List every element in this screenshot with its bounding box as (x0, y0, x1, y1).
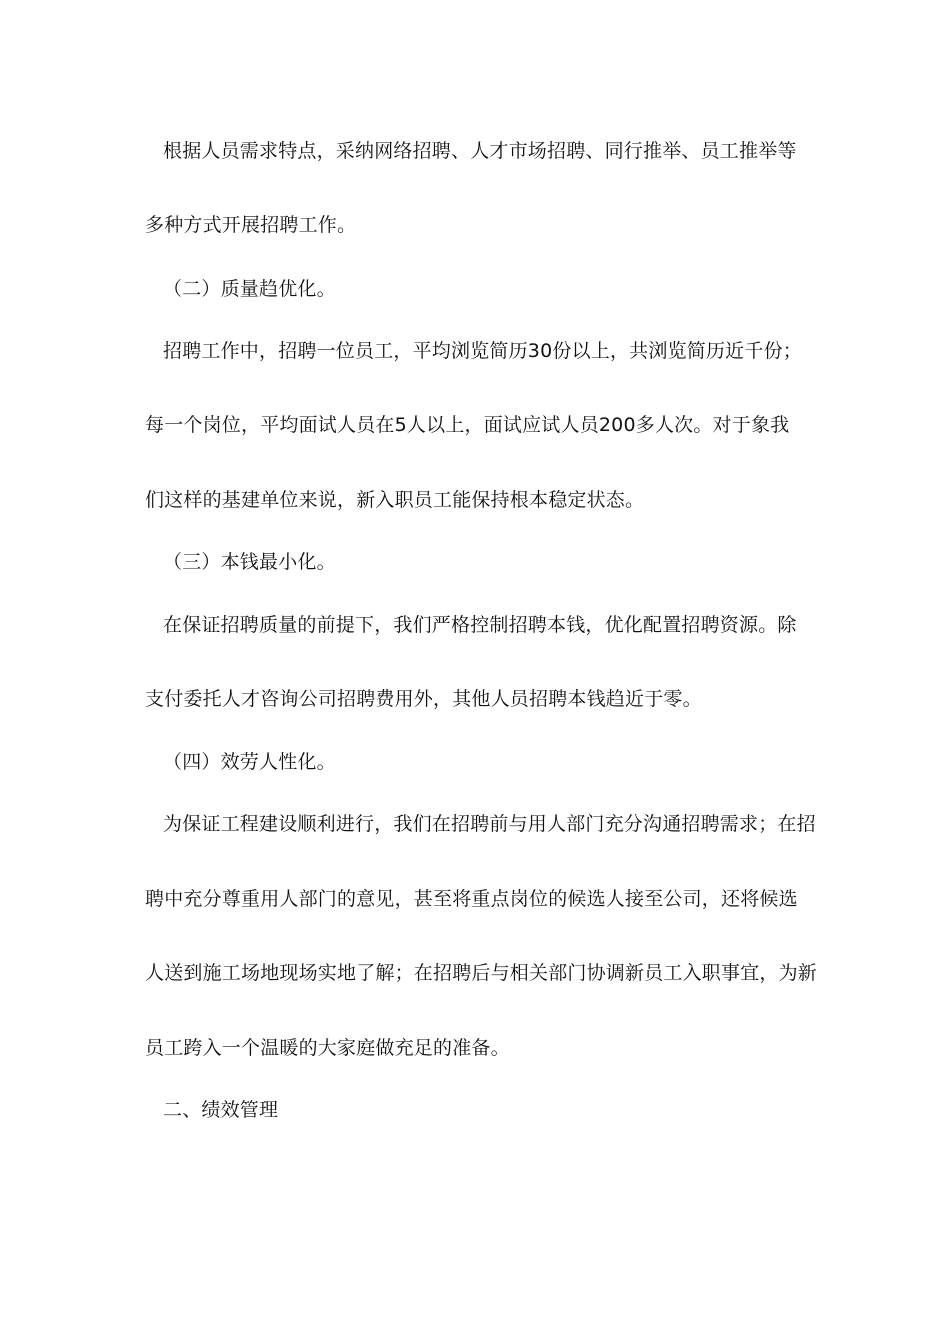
paragraph-line: 在保证招聘质量的前提下，我们严格控制招聘本钱，优化配置招聘资源。除 (163, 614, 797, 636)
paragraph-line: 人送到施工场地现场实地了解；在招聘后与相关部门协调新员工入职事宜，为新 (145, 962, 818, 984)
section-heading: （三）本钱最小化。 (163, 551, 336, 573)
paragraph-line: 多种方式开展招聘工作。 (145, 214, 357, 236)
paragraph-line: 员工跨入一个温暖的大家庭做充足的准备。 (145, 1037, 510, 1059)
paragraph-line: 们这样的基建单位来说，新入职员工能保持根本稳定状态。 (145, 489, 645, 511)
paragraph-line: 支付委托人才咨询公司招聘费用外，其他人员招聘本钱趋近于零。 (145, 688, 702, 710)
paragraph-line: 招聘工作中，招聘一位员工，平均浏览简历30份以上，共浏览简历近千份； (163, 340, 802, 362)
paragraph-line: 根据人员需求特点，采纳网络招聘、人才市场招聘、同行推举、员工推举等 (163, 140, 797, 162)
paragraph-line: 聘中充分尊重用人部门的意见，甚至将重点岗位的候选人接至公司，还将候选 (145, 888, 798, 910)
paragraph-line: 为保证工程建设顺利进行，我们在招聘前与用人部门充分沟通招聘需求；在招 (163, 813, 816, 835)
paragraph-line: 每一个岗位，平均面试人员在5人以上，面试应试人员200多人次。对于象我 (145, 414, 790, 436)
section-heading: 二、绩效管理 (163, 1099, 279, 1121)
section-heading: （二）质量趋优化。 (163, 278, 336, 300)
section-heading: （四）效劳人性化。 (163, 751, 336, 773)
